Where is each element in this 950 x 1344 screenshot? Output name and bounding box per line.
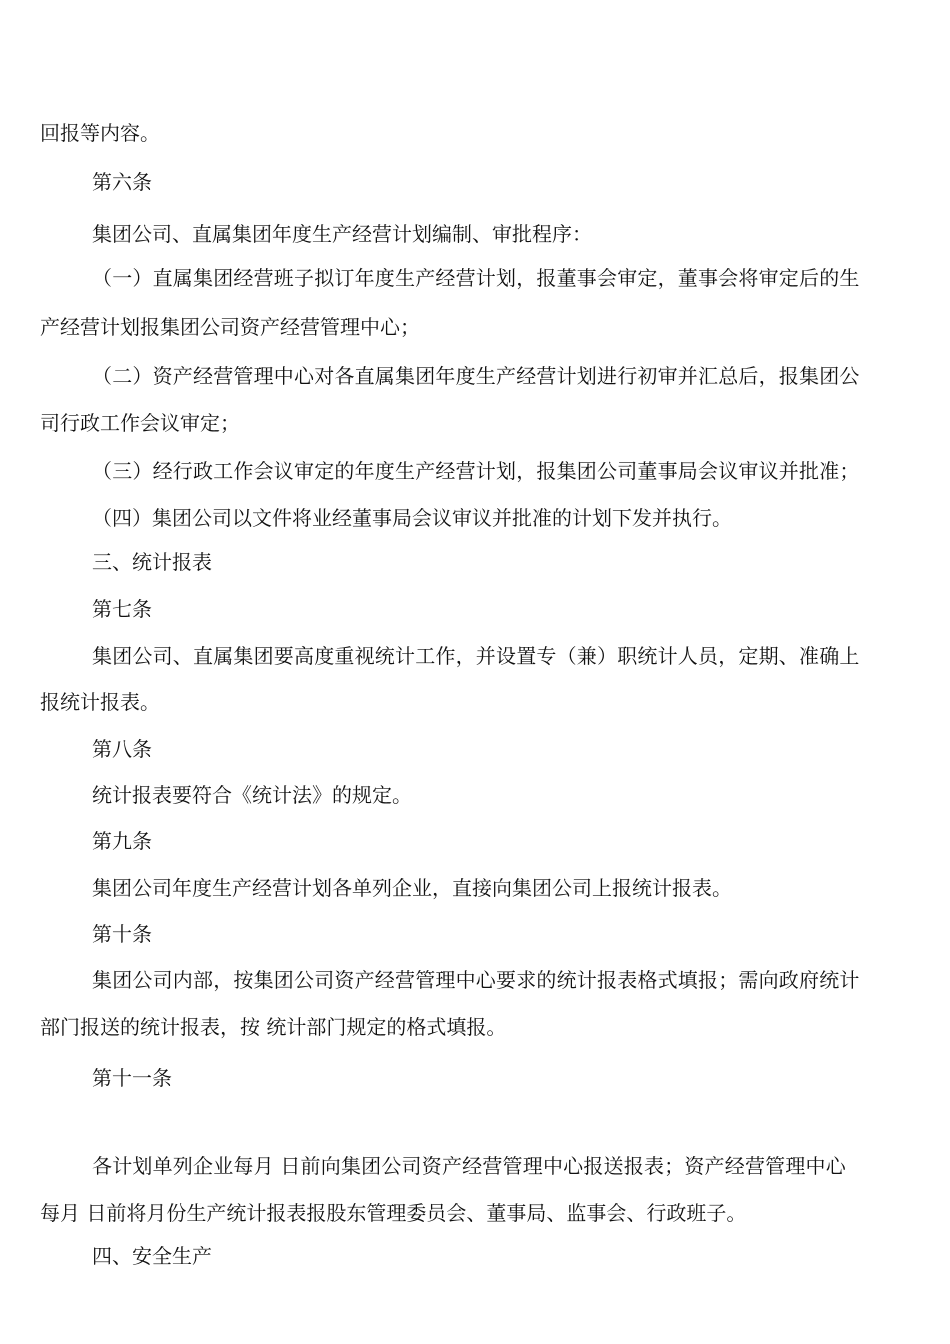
paragraph-line: 集团公司内部，按集团公司资产经营管理中心要求的统计报表格式填报；需向政府统计 [92,968,860,992]
paragraph-line: 部门报送的统计报表，按 统计部门规定的格式填报。 [40,1015,507,1039]
paragraph-line: （一）直属集团经营班子拟订年度生产经营计划，报董事会审定，董事会将审定后的生 [92,266,860,290]
article-heading: 第十一条 [92,1066,172,1090]
article-heading: 第九条 [92,829,152,853]
paragraph-line: 集团公司、直属集团要高度重视统计工作，并设置专（兼）职统计人员，定期、准确上 [92,644,860,668]
paragraph-line: 产经营计划报集团公司资产经营管理中心； [40,315,420,339]
paragraph-line: 司行政工作会议审定； [40,411,240,435]
paragraph-line: （三）经行政工作会议审定的年度生产经营计划，报集团公司董事局会议审议并批准； [92,459,860,483]
section-heading: 三、统计报表 [92,550,212,574]
paragraph-line: 报统计报表。 [40,690,160,714]
paragraph-line: 集团公司、直属集团年度生产经营计划编制、审批程序： [92,222,592,246]
paragraph-line: 回报等内容。 [40,121,160,145]
paragraph-line: 各计划单列企业每月 日前向集团公司资产经营管理中心报送报表；资产经营管理中心 [92,1154,846,1178]
paragraph-line: 集团公司年度生产经营计划各单列企业，直接向集团公司上报统计报表。 [92,876,732,900]
paragraph-line: （二）资产经营管理中心对各直属集团年度生产经营计划进行初审并汇总后，报集团公 [92,364,860,388]
article-heading: 第八条 [92,737,152,761]
article-heading: 第七条 [92,597,152,621]
paragraph-line: （四）集团公司以文件将业经董事局会议审议并批准的计划下发并执行。 [92,506,732,530]
paragraph-line: 每月 日前将月份生产统计报表报股东管理委员会、董事局、监事会、行政班子。 [40,1201,747,1225]
article-heading: 第十条 [92,922,152,946]
paragraph-line: 统计报表要符合《统计法》的规定。 [92,783,412,807]
section-heading: 四、安全生产 [92,1244,212,1268]
article-heading: 第六条 [92,170,152,194]
